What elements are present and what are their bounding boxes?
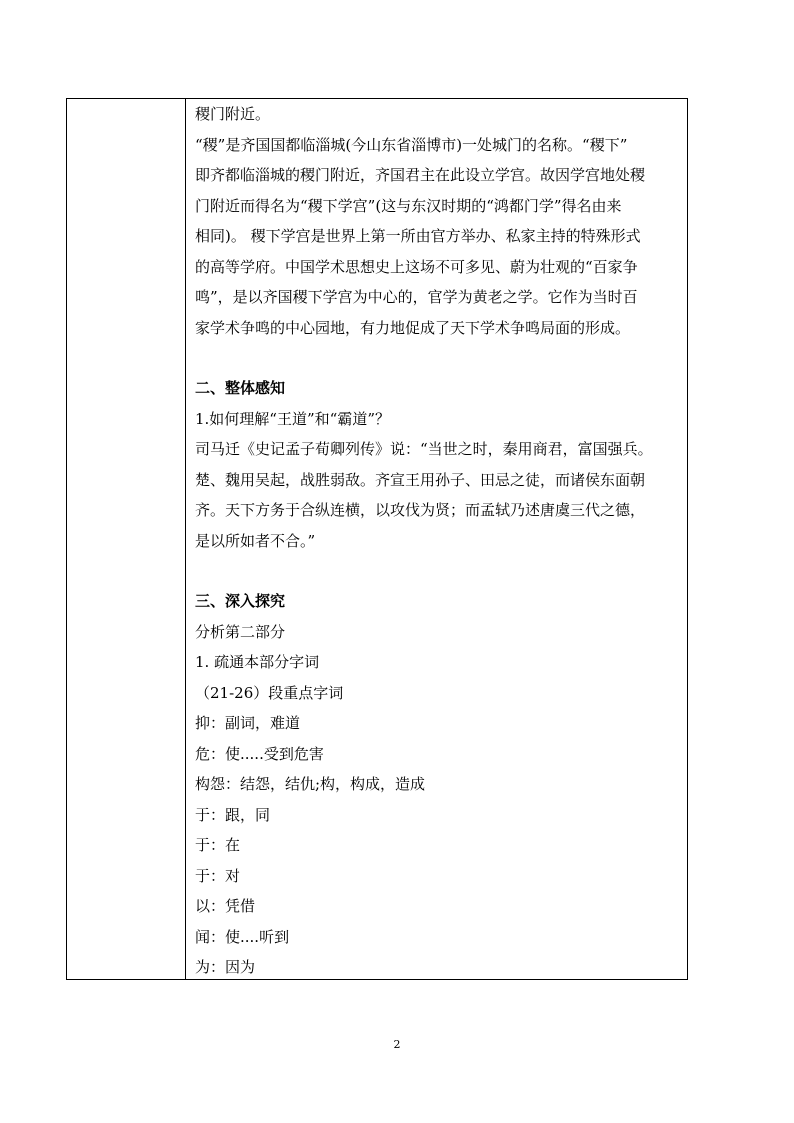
text-line: 相同)。 稷下学宫是世界上第一所由官方举办、私家主持的特殊形式 <box>195 227 641 245</box>
text-line: 家学术争鸣的中心园地，有力地促成了天下学术争鸣局面的形成。 <box>195 318 631 337</box>
text-line: 楚、魏用吴起，战胜弱敌。齐宣王用孙子、田忌之徒，而诸侯东面朝 <box>195 470 646 489</box>
text-line: 齐。天下方务于合纵连横，以攻伐为贤；而孟轼乃述唐虞三代之德， <box>195 501 646 519</box>
vocab-line: 以：凭借 <box>195 897 256 915</box>
text-line: 即齐都临淄城的稷门附近，齐国君主在此设立学宫。故因学宫地处稷 <box>195 166 646 184</box>
blank-line <box>195 343 687 373</box>
text-line: （21-26）段重点字词 <box>195 683 344 702</box>
vocab-line: 于：在 <box>195 836 241 854</box>
text-line: 1. 疏通本部分字词 <box>195 653 320 671</box>
section-heading-overall: 二、整体感知 <box>195 379 286 397</box>
text-line: 是以所如者不合。” <box>195 531 316 550</box>
vocab-line: 于：跟，同 <box>195 805 271 824</box>
text-line: “稷”是齐国国都临淄城(今山东省淄博市)一处城门的名称。“稷下” <box>195 135 628 154</box>
vocab-line: 于：对 <box>195 866 241 885</box>
vocab-line: 为：因为 <box>195 958 256 976</box>
vocab-line: 抑：副词，难道 <box>195 714 301 732</box>
text-line: 门附近而得名为“稷下学宫”(这与东汉时期的“鸿都门学”得名由来 <box>195 196 622 215</box>
vocab-line: 危：使.....受到危害 <box>195 744 324 763</box>
content-table <box>66 98 688 980</box>
vocab-line: 构怨：结怨，结仇;构，构成，造成 <box>195 775 426 793</box>
right-column-cell <box>186 99 688 979</box>
text-line: 司马迁《史记孟子荀卿列传》说：“当世之时，秦用商君，富国强兵。 <box>195 440 653 458</box>
text-line: 稷门附近。 <box>195 105 271 123</box>
text-line: 分析第二部分 <box>195 622 286 641</box>
section-heading-deep: 三、深入探究 <box>195 592 286 610</box>
left-column-cell <box>67 99 186 979</box>
question-line: 1.如何理解“王道”和“霸道”？ <box>195 409 390 428</box>
cell-text <box>195 99 687 983</box>
blank-line <box>195 556 687 586</box>
page-number: 2 <box>393 1038 401 1051</box>
text-line: 的高等学府。中国学术思想史上这场不可多见、蔚为壮观的“百家争 <box>195 257 638 276</box>
text-line: 鸣”，是以齐国稷下学宫为中心的，官学为黄老之学。它作为当时百 <box>195 288 638 306</box>
vocab-line: 闻：使....听到 <box>195 927 290 946</box>
